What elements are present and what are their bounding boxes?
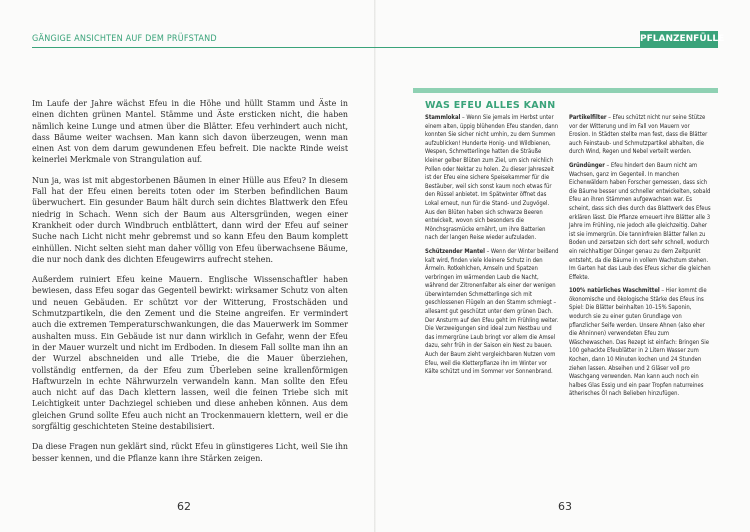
running-header: GÄNGIGE ANSICHTEN AUF DEM PRÜFSTAND	[32, 34, 217, 44]
paragraph-text: – Wenn Sie jemals im Herbst unter einem alten, üppig blühenden Efeu standen, dann konnten Sie sicher nicht umhin, zu dem Summen aufzublicken! Hunderte Honig- und Wildbienen, Wespen, Schmetterlinge hatten die Sträuße kleiner gelber Blüten zum Ziel, um sich reichlich Pollen oder Nektar zu holen. Zu dieser Jahreszeit ist der Efeu eine sichere Speisekammer für die Bestäuber, weil sich sonst kaum noch etwas für den Rüssel anbietet. Im Spätwinter öffnet das Lokal erneut, nun für die Stand- und Zugvögel. Aus den Blüten haben sich schwarze Beeren entwickelt, wovon sich besonders die Mönchsgrasmücke ernährt, um ihre Batterien nach der langen Reise wieder aufzuladen.	[425, 115, 559, 242]
box-top-bar	[413, 88, 718, 93]
right-column-a	[425, 114, 560, 382]
paragraph: Nun ja, was ist mit abgestorbenen Bäumen in einer Hülle aus Efeu? In diesem Fall hat der Efeu einen bereits toten oder im Sterben befindlichen Baum überwuchert. Ein gesunder Baum hält durch sein dichtes Blattwerk den Efeu niedrig in Schach. Wenn sich der Baum aus Altersgründen, wegen einer Krankheit oder durch Windbruch entblättert, dann wird der Efeu auf seiner Suche nach Licht nicht mehr gebremst und so kann Efeu den Baum komplett einhüllen. Nicht selten sieht man daher völlig von Efeu überwachsene Bäume, die nur noch dank des dichten Efeugewirrs aufrecht stehen.	[32, 175, 348, 264]
box-paragraph	[569, 162, 711, 282]
page-number-right: 63	[558, 500, 572, 513]
left-page-body	[32, 98, 348, 473]
paragraph-text: – Efeu schützt nicht nur seine Stütze vor der Witterung und im Fall von Mauern vor Erosion. In Städten stellte man fest, dass die Blätter auch Feinstaub- und Schmutzpartikel abhalten, die durch Wind, Regen und Nebel verteilt werden.	[569, 115, 708, 156]
paragraph-lead: 100% natürliches Waschmittel	[569, 288, 660, 295]
right-column-b	[569, 114, 711, 404]
paragraph-text: – Hier kommt die ökonomische und ökologische Stärke des Efeus ins Spiel: Die Blätter beinhalten 10–15% Saponin, wodurch sie zu einer guten Grundlage von pflanzlicher Seife werden. Unsere Ahnen (also eher die Ahninnen) verwendeten Efeu zum Wäschewaschen. Das Rezept ist einfach: Bringen Sie 100 gehackte Efeublätter in 2 Litern Wasser zum Kochen, dann 10 Minuten kochen und 24 Stunden ziehen lassen. Abseihen und 2 Gläser voll pro Waschgang verwenden. Man kann auch noch ein halbes Glas Essig und ein paar Tropfen naturreines ätherisches Öl nach Belieben hinzufügen.	[569, 288, 709, 398]
page-number-left: 62	[177, 500, 191, 513]
paragraph-text: – Wenn der Winter beißend kalt wird, finden viele kleinere Schutz in den Ärmeln. Rotkehlchen, Amseln und Spatzen verbringen im wärmenden Laub die Nacht, während der Zitronenfalter als einer der wenigen überwinternden Schmetterlinge sich mit geschlossenen Flügeln an den Stamm schmiegt – allesamt gut geschützt unter dem grünen Dach. Der Ansturm auf den Efeu geht im Frühling weiter. Die Verzweigungen sind ideal zum Nestbau und das immergrüne Laub bringt vor allem die Amsel dazu, sehr früh in der Saison ein Nest zu bauen. Auch der Baum zieht vergleichbaren Nutzen vom Efeu, weil die Kletterpflanze ihn im Winter vor Kälte schützt und im Sommer vor Sonnenbrand.	[425, 248, 559, 376]
book-gutter	[374, 0, 376, 532]
box-paragraph	[425, 114, 560, 243]
paragraph-lead: Stammlokal	[425, 115, 461, 121]
paragraph-lead: Gründünger	[569, 162, 605, 169]
box-paragraph	[569, 114, 711, 157]
box-paragraph	[569, 287, 711, 399]
paragraph-lead: Schützender Mantel	[425, 248, 485, 255]
section-tag: PFLANZENFÜLLE	[640, 31, 718, 48]
paragraph-lead: Partikelfilter	[569, 115, 607, 121]
box-title: WAS EFEU ALLES KANN	[425, 100, 556, 111]
paragraph-text: – Efeu hindert den Baum nicht am Wachsen, ganz im Gegenteil. In manchen Eichenwäldern haben Forscher gemessen, dass sich die Bäume besser und schneller entwickelten, sobald Efeu an ihren Stämmen aufgewachsen war. Es scheint, dass sich dies durch das Blattwerk des Efeus erklären lässt. Die Pflanze erneuert ihre Blätter alle 3 Jahre im Frühling, nie jedoch alle gleichzeitig. Daher ist sie immergrün. Die tanninfreien Blätter fallen zu Boden und zersetzen sich dort sehr schnell, wodurch ein reichhaltiger Dünger genau zu dem Zeitpunkt entsteht, da die Bäume in vollem Wachstum stehen. Im Garten hat das Laub des Efeus sicher die gleichen Effekte.	[569, 162, 711, 281]
paragraph: Im Laufe der Jahre wächst Efeu in die Höhe und hüllt Stamm und Äste in einen dichten grünen Mantel. Stämme und Äste ersticken nicht, die haben nämlich keine Lunge und atmen über die Blätter. Efeu verhindert auch nicht, dass Bäume weiter wachsen. Man kann sich davon überzeugen, wenn man einen Ast von dem darum gewundenen Efeu befreit. Die nackte Rinde weist keinerlei Merkmale von Strangulation auf.	[32, 99, 348, 165]
paragraph: Außerdem ruiniert Efeu keine Mauern. Englische Wissenschaftler haben bewiesen, dass Efeu sogar das Gegenteil bewirkt: wirksamer Schutz von alten und neuen Gebäuden. Er schützt vor der Witterung, Frostschäden und Schmutzpartikeln, die den Zement und die Steine angreifen. Er vermindert auch die extremen Temperaturschwankungen, die das Mauerwerk im Sommer aushalten muss. Ein Gebäude ist nur dann wirklich in Gefahr, wenn der Efeu in der Mauer wurzelt und nicht im Erdboden. In diesem Fall sollte man ihn an der Wurzel abschneiden und alle Triebe, die die Mauer überziehen, vollständig entfernen, da der Efeu zum Überleben seine krallenförmigen Haftwurzeln in echte Nährwurzeln verwandeln kann. Man sollte den Efeu auch nicht auf das Dach klettern lassen, weil die feinen Triebe sich mit Leichtigkeit unter Dachziegel schieben und diese anheben können. Aus dem gleichen Grund sollte Efeu auch nicht an Trockenmauern klettern, weil er die sorgfältig geschichteten Steine destabilisiert.	[32, 275, 348, 432]
header-rule	[32, 47, 718, 48]
box-paragraph	[425, 248, 560, 377]
paragraph: Da diese Fragen nun geklärt sind, rückt Efeu in günstigeres Licht, weil Sie ihn besser kennen, und die Pflanze kann ihre Stärken zeigen.	[32, 442, 348, 463]
